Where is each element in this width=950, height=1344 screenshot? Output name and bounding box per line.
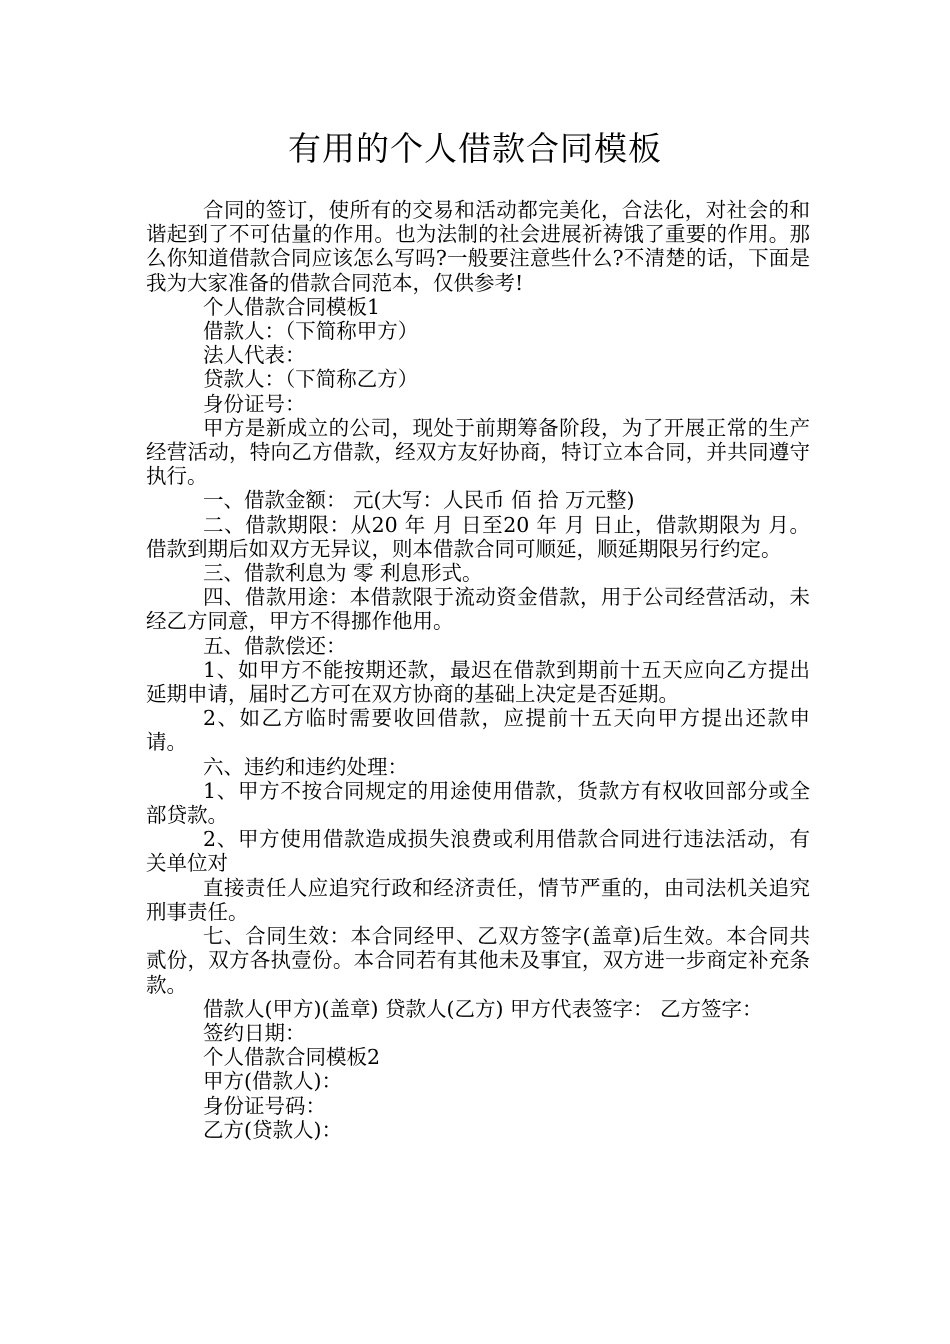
clause-effectiveness: 七、合同生效：本合同经甲、乙双方签字(盖章)后生效。本合同共贰份，双方各执壹份。本合同若有其他未及事宜，双方进一步商定补充条款。 <box>146 924 810 997</box>
signature-line: 借款人(甲方)(盖章) 贷款人(乙方) 甲方代表签字： 乙方签字： <box>203 996 763 1021</box>
party-b-line: 乙方(贷款人)： <box>203 1117 342 1142</box>
clause-loan-purpose: 四、借款用途：本借款限于流动资金借款，用于公司经营活动，未经乙方同意，甲方不得挪作他用。 <box>146 585 810 634</box>
clause-loan-term: 二、借款期限：从20 年 月 日至20 年 月 日止，借款期限为 月。借款到期后如双方无异议，则本借款合同可顺延，顺延期限另行约定。 <box>146 512 810 561</box>
id-card-number-line: 身份证号码： <box>203 1093 326 1118</box>
id-number-line: 身份证号： <box>203 391 306 416</box>
intro-paragraph: 合同的签订，使所有的交易和活动都完美化，合法化，对社会的和谐起到了不可估量的作用。也为法制的社会进展祈祷饿了重要的作用。那么你知道借款合同应该怎么写吗?一般要注意些什么?不清楚的话，下面是我为大家准备的借款合同范本，仅供参考! <box>146 198 810 295</box>
document-body <box>146 198 810 1142</box>
party-a-line: 甲方(借款人)： <box>203 1069 342 1094</box>
preamble-paragraph: 甲方是新成立的公司，现处于前期筹备阶段，为了开展正常的生产经营活动，特向乙方借款，经双方友好协商，特订立本合同，并共同遵守执行。 <box>146 415 810 489</box>
clause-interest: 三、借款利息为 零 利息形式。 <box>203 561 483 586</box>
borrower-line: 借款人：（下简称甲方） <box>203 319 419 344</box>
template-1-heading: 个人借款合同模板1 <box>203 294 381 319</box>
repayment-item-1: 1、如甲方不能按期还款，最迟在借款到期前十五天应向乙方提出延期申请，届时乙方可在双方协商的基础上决定是否延期。 <box>146 657 810 707</box>
breach-item-2: 2、甲方使用借款造成损失浪费或利用借款合同进行违法活动，有关单位对 <box>146 827 810 876</box>
document-title: 有用的个人借款合同模板 <box>288 129 662 168</box>
clause-repayment-heading: 五、借款偿还： <box>203 633 347 658</box>
clause-loan-amount: 一、借款金额： 元(大写：人民币 佰 拾 万元整) <box>203 488 635 513</box>
lender-line: 贷款人：（下简称乙方） <box>203 367 419 392</box>
breach-item-2-continued: 直接责任人应追究行政和经济责任，情节严重的，由司法机关追究刑事责任。 <box>146 875 810 924</box>
repayment-item-2: 2、如乙方临时需要收回借款，应提前十五天向甲方提出还款申请。 <box>146 706 810 755</box>
clause-breach-heading: 六、违约和违约处理： <box>203 754 408 779</box>
legal-representative-line: 法人代表： <box>203 343 306 368</box>
signing-date-line: 签约日期： <box>203 1020 306 1045</box>
template-2-heading: 个人借款合同模板2 <box>203 1045 381 1070</box>
breach-item-1: 1、甲方不按合同规定的用途使用借款，货款方有权收回部分或全部贷款。 <box>146 778 810 828</box>
